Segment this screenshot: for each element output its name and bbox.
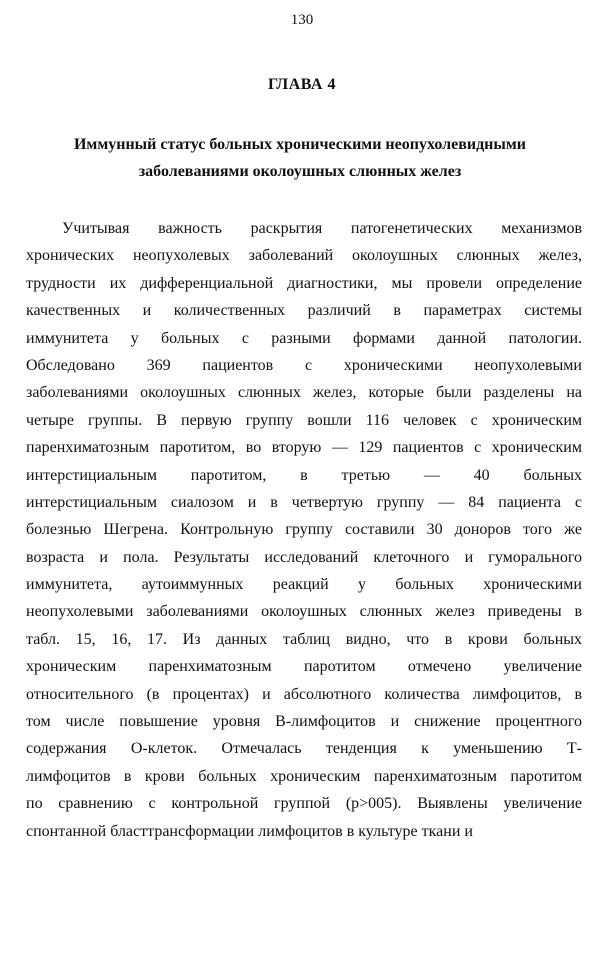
page-number: 130	[290, 12, 314, 28]
paragraph-line: содержания О-клеток. Отмечалась тенденция к уменьшению Т-	[26, 740, 582, 758]
paragraph-line: относительного (в процентах) и абсолютного количества лимфоцитов, в	[26, 685, 582, 703]
paragraph-line: неопухолевыми заболеваниями околоушных слюнных желез приведены в	[26, 603, 582, 621]
paragraph-line: иммунитета, аутоиммунных реакций у больных хроническими	[26, 576, 582, 594]
paragraph-line: возраста и пола. Результаты исследований клеточного и гуморального	[26, 548, 582, 566]
paragraph-line: Обследовано 369 пациентов с хроническими неопухолевыми	[26, 356, 582, 374]
paragraph-line: интерстициальным сиалозом и в четвертую группу — 84 пациента с	[26, 493, 582, 511]
paragraph-line: по сравнению с контрольной группой (p>005). Выявлены увеличение	[26, 795, 582, 813]
paragraph-line: иммунитета у больных с разными формами данной патологии.	[26, 329, 582, 347]
paragraph-line: интерстициальным паротитом, в третью — 40 больных	[26, 466, 582, 484]
section-title-line: Иммунный статус больных хроническими неопухолевидными	[73, 136, 526, 153]
paragraph-line: четыре группы. В первую группу вошли 116 человек с хроническим	[26, 411, 582, 429]
paragraph-line: хроническим паренхиматозным паротитом отмечено увеличение	[26, 658, 582, 676]
paragraph-line: лимфоцитов в крови больных хроническим паренхиматозным паротитом	[26, 767, 582, 785]
section-title-line: заболеваниями околоушных слюнных желез	[138, 163, 462, 180]
paragraph-line: хронических неопухолевых заболеваний околоушных слюнных желез,	[26, 247, 582, 265]
paragraph-line: качественных и количественных различий в параметрах системы	[26, 302, 582, 320]
paragraph-line: том числе повышение уровня В-лимфоцитов и снижение процентного	[26, 713, 582, 731]
chapter-heading: ГЛАВА 4	[268, 76, 336, 93]
paragraph-line: табл. 15, 16, 17. Из данных таблиц видно, что в крови больных	[26, 630, 582, 648]
body-paragraph	[26, 215, 582, 845]
paragraph-line: заболеваниями околоушных слюнных желез, которые были разделены на	[26, 384, 582, 402]
paragraph-line: болезнью Шегрена. Контрольную группу составили 30 доноров того же	[26, 521, 582, 539]
paragraph-line: спонтанной бласттрансформации лимфоцитов в культуре ткани и	[26, 822, 473, 840]
section-title	[20, 131, 580, 185]
paragraph-line: Учитывая важность раскрытия патогенетических механизмов	[62, 220, 582, 237]
paragraph-line: трудности их дифференциальной диагностики, мы провели определение	[26, 274, 582, 292]
paragraph-line: паренхиматозным паротитом, во вторую — 129 пациентов с хроническим	[26, 439, 582, 457]
